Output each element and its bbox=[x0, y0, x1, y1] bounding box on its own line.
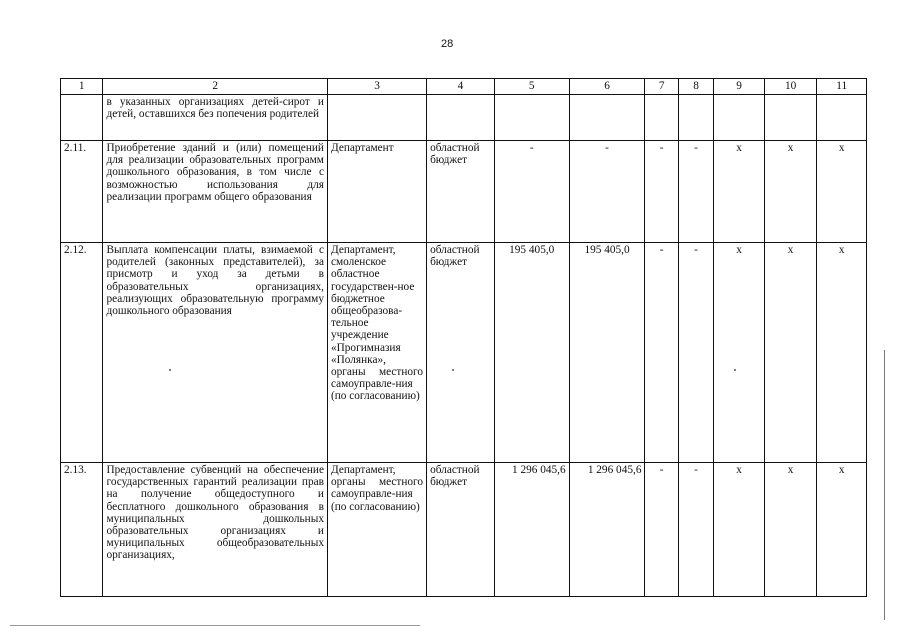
row-value-11: х bbox=[817, 141, 867, 243]
row-value-9: х bbox=[714, 243, 765, 463]
row-value-6: 1 296 045,6 bbox=[569, 463, 645, 597]
page-number: 28 bbox=[441, 38, 454, 50]
header-cell: 1 bbox=[61, 79, 103, 95]
header-row bbox=[61, 79, 867, 95]
header-cell: 8 bbox=[678, 79, 713, 95]
header-cell: 11 bbox=[817, 79, 867, 95]
row-executor: Департамент, органы местного самоуправле-ния (по согласованию) bbox=[327, 463, 426, 597]
table-row bbox=[61, 95, 867, 141]
row-executor bbox=[327, 95, 426, 141]
row-source: областной бюджет bbox=[427, 141, 495, 243]
header-cell: 5 bbox=[494, 79, 569, 95]
row-name: в указанных организациях детей-сирот и детей, оставшихся без попечения родителей bbox=[103, 95, 328, 141]
row-number: 2.11. bbox=[61, 141, 103, 243]
row-source: областной бюджет bbox=[427, 463, 495, 597]
row-value-8: - bbox=[678, 463, 713, 597]
row-value-7: - bbox=[645, 463, 678, 597]
header-cell: 3 bbox=[327, 79, 426, 95]
row-value-5: 195 405,0 bbox=[494, 243, 569, 463]
scan-dot bbox=[169, 369, 171, 371]
scan-edge-bottom bbox=[10, 625, 420, 626]
header-cell: 7 bbox=[645, 79, 678, 95]
row-name: Предоставление субвенций на обеспечение государственных гарантий реализации прав на получение общедоступного и бесплатного дошкольного образования в муниципальных дошкольных образовательных организациях и муниципальных общеобразовательных организациях, bbox=[103, 463, 328, 597]
row-value-8: - bbox=[678, 243, 713, 463]
row-value-10: х bbox=[764, 141, 817, 243]
row-value-10: х bbox=[764, 243, 817, 463]
scan-dot bbox=[452, 369, 454, 371]
row-source bbox=[427, 95, 495, 141]
row-value-6: - bbox=[569, 141, 645, 243]
row-value-6 bbox=[569, 95, 645, 141]
row-value-9: х bbox=[714, 141, 765, 243]
row-executor: Департамент bbox=[327, 141, 426, 243]
row-value-11 bbox=[817, 95, 867, 141]
table-row bbox=[61, 141, 867, 243]
row-value-9 bbox=[714, 95, 765, 141]
table-row bbox=[61, 463, 867, 597]
header-cell: 6 bbox=[569, 79, 645, 95]
row-value-5 bbox=[494, 95, 569, 141]
header-cell: 9 bbox=[714, 79, 765, 95]
row-value-8 bbox=[678, 95, 713, 141]
row-name: Приобретение зданий и (или) помещений для реализации образовательных программ дошкольного образования, в том числе с возможностью использования для реализации программ общего образования bbox=[103, 141, 328, 243]
row-number bbox=[61, 95, 103, 141]
row-value-8: - bbox=[678, 141, 713, 243]
row-value-7: - bbox=[645, 141, 678, 243]
row-number: 2.12. bbox=[61, 243, 103, 463]
header-cell: 10 bbox=[764, 79, 817, 95]
table-row bbox=[61, 243, 867, 463]
scan-dot bbox=[734, 369, 736, 371]
row-value-7 bbox=[645, 95, 678, 141]
row-value-5: 1 296 045,6 bbox=[494, 463, 569, 597]
row-value-7: - bbox=[645, 243, 678, 463]
header-cell: 2 bbox=[103, 79, 328, 95]
scan-edge-right bbox=[884, 350, 885, 620]
row-source: областной бюджет bbox=[427, 243, 495, 463]
program-table bbox=[60, 78, 867, 597]
row-executor: Департамент, смоленское областное государствен-ное бюджетное общеобразова-тельное учреждение «Прогимназия «Полянка», органы местного самоуправле-ния (по согласованию) bbox=[327, 243, 426, 463]
row-value-11: х bbox=[817, 463, 867, 597]
row-value-9: х bbox=[714, 463, 765, 597]
header-cell: 4 bbox=[427, 79, 495, 95]
row-value-11: х bbox=[817, 243, 867, 463]
row-number: 2.13. bbox=[61, 463, 103, 597]
row-value-5: - bbox=[494, 141, 569, 243]
row-name: Выплата компенсации платы, взимаемой с родителей (законных представителей), за присмотр и уход за детьми в образовательных организациях, реализующих образовательную программу дошкольного образования bbox=[103, 243, 328, 463]
row-value-10 bbox=[764, 95, 817, 141]
row-value-10: х bbox=[764, 463, 817, 597]
row-value-6: 195 405,0 bbox=[569, 243, 645, 463]
